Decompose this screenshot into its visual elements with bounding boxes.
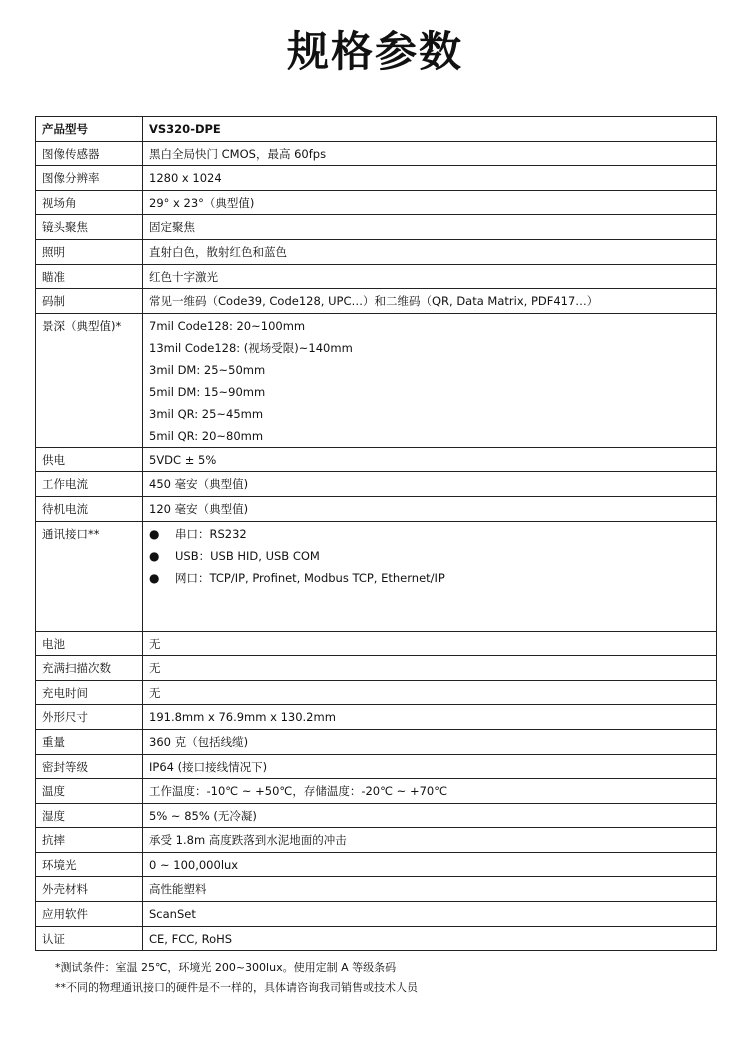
- spec-value: 黑白全局快门 CMOS，最高 60fps: [143, 141, 717, 166]
- spec-value: ScanSet: [143, 902, 717, 927]
- spec-row-model: [36, 117, 717, 142]
- spec-row-dof: [36, 313, 717, 447]
- spec-label: 抗摔: [36, 828, 143, 853]
- spec-row-temperature: [36, 779, 717, 804]
- spec-row-focus: [36, 215, 717, 240]
- list-item: 13mil Code128: (视场受限)~140mm: [149, 340, 353, 355]
- spec-label: 图像传感器: [36, 141, 143, 166]
- list-item: 7mil Code128: 20~100mm: [149, 318, 306, 333]
- spec-row-aiming: [36, 264, 717, 289]
- spec-value: 红色十字激光: [143, 264, 717, 289]
- spec-label: 湿度: [36, 803, 143, 828]
- footnote: *测试条件：室温 25℃，环境光 200~300lux。使用定制 A 等级条码: [55, 961, 397, 974]
- spec-row-illumination: [36, 239, 717, 264]
- spec-label: 照明: [36, 239, 143, 264]
- spec-value: 高性能塑料: [143, 877, 717, 902]
- spec-row-symbologies: [36, 289, 717, 314]
- spec-label: 瞄准: [36, 264, 143, 289]
- spec-row-weight: [36, 729, 717, 754]
- spec-label: 图像分辨率: [36, 166, 143, 191]
- spec-value: 360 克（包括线缆): [143, 729, 717, 754]
- spec-label: 密封等级: [36, 754, 143, 779]
- spec-label: 通讯接口**: [36, 521, 143, 631]
- spec-value: VS320-DPE: [143, 117, 717, 142]
- spec-label: 供电: [36, 447, 143, 472]
- spec-value: 无: [143, 680, 717, 705]
- spec-value-list: [143, 521, 717, 631]
- spec-label: 待机电流: [36, 496, 143, 521]
- spec-label: 温度: [36, 779, 143, 804]
- spec-value: 0 ~ 100,000lux: [143, 852, 717, 877]
- spec-row-standby-current: [36, 496, 717, 521]
- spec-row-fov: [36, 190, 717, 215]
- spec-row-humidity: [36, 803, 717, 828]
- spec-value: IP64 (接口接线情况下): [143, 754, 717, 779]
- list-item: 3mil QR: 25~45mm: [149, 406, 264, 421]
- spec-value: 120 毫安（典型值): [143, 496, 717, 521]
- spec-label: 认证: [36, 926, 143, 951]
- spec-value: 5VDC ± 5%: [143, 447, 717, 472]
- spec-label: 电池: [36, 631, 143, 656]
- spec-label: 镜头聚焦: [36, 215, 143, 240]
- spec-table: [35, 116, 717, 951]
- spec-row-housing: [36, 877, 717, 902]
- spec-value: 450 毫安（典型值): [143, 472, 717, 497]
- spec-row-sensor: [36, 141, 717, 166]
- spec-value: 固定聚焦: [143, 215, 717, 240]
- spec-row-drop: [36, 828, 717, 853]
- spec-label: 重量: [36, 729, 143, 754]
- spec-value: 工作温度：-10℃ ~ +50℃，存储温度：-20℃ ~ +70℃: [143, 779, 717, 804]
- spec-value: 直射白色，散射红色和蓝色: [143, 239, 717, 264]
- spec-value: 无: [143, 656, 717, 681]
- spec-row-resolution: [36, 166, 717, 191]
- spec-value: CE, FCC, RoHS: [143, 926, 717, 951]
- spec-row-charge-time: [36, 680, 717, 705]
- bullet-icon: ●: [149, 570, 160, 585]
- spec-label: 外形尺寸: [36, 705, 143, 730]
- spec-value: 191.8mm x 76.9mm x 130.2mm: [143, 705, 717, 730]
- footnotes: [55, 958, 418, 998]
- spec-label: 外壳材料: [36, 877, 143, 902]
- spec-row-battery: [36, 631, 717, 656]
- footnote: **不同的物理通讯接口的硬件是不一样的，具体请咨询我司销售或技术人员: [55, 981, 418, 994]
- spec-label: 视场角: [36, 190, 143, 215]
- spec-label: 应用软件: [36, 902, 143, 927]
- spec-value: 承受 1.8m 高度跌落到水泥地面的冲击: [143, 828, 717, 853]
- spec-row-software: [36, 902, 717, 927]
- list-item: 5mil DM: 15~90mm: [149, 384, 266, 399]
- list-item: 3mil DM: 25~50mm: [149, 362, 266, 377]
- list-item: ● 网口：TCP/IP, Profinet, Modbus TCP, Ethernet/IP: [149, 567, 710, 589]
- spec-row-ambient-light: [36, 852, 717, 877]
- spec-value-list: [143, 313, 717, 447]
- spec-label: 工作电流: [36, 472, 143, 497]
- spec-label: 产品型号: [36, 117, 143, 142]
- spec-row-certification: [36, 926, 717, 951]
- list-item: ● 串口：RS232: [149, 523, 710, 545]
- list-item: 5mil QR: 20~80mm: [149, 428, 264, 443]
- spec-label: 充满扫描次数: [36, 656, 143, 681]
- spec-label: 环境光: [36, 852, 143, 877]
- list-item: ● USB：USB HID, USB COM: [149, 545, 710, 567]
- spec-label: 景深（典型值)*: [36, 313, 143, 447]
- spec-value: 无: [143, 631, 717, 656]
- spec-row-power: [36, 447, 717, 472]
- spec-value: 5% ~ 85% (无冷凝): [143, 803, 717, 828]
- spec-row-working-current: [36, 472, 717, 497]
- spec-label: 码制: [36, 289, 143, 314]
- spec-value: 1280 x 1024: [143, 166, 717, 191]
- spec-row-dimensions: [36, 705, 717, 730]
- spec-value: 常见一维码（Code39, Code128, UPC…）和二维码（QR, Data Matrix, PDF417…）: [143, 289, 717, 314]
- bullet-icon: ●: [149, 526, 160, 541]
- spec-row-sealing: [36, 754, 717, 779]
- page-title: 规格参数: [286, 27, 463, 76]
- spec-label: 充电时间: [36, 680, 143, 705]
- spec-row-interfaces: [36, 521, 717, 631]
- bullet-icon: ●: [149, 548, 160, 563]
- spec-row-scans-per-charge: [36, 656, 717, 681]
- spec-value: 29° x 23°（典型值): [143, 190, 717, 215]
